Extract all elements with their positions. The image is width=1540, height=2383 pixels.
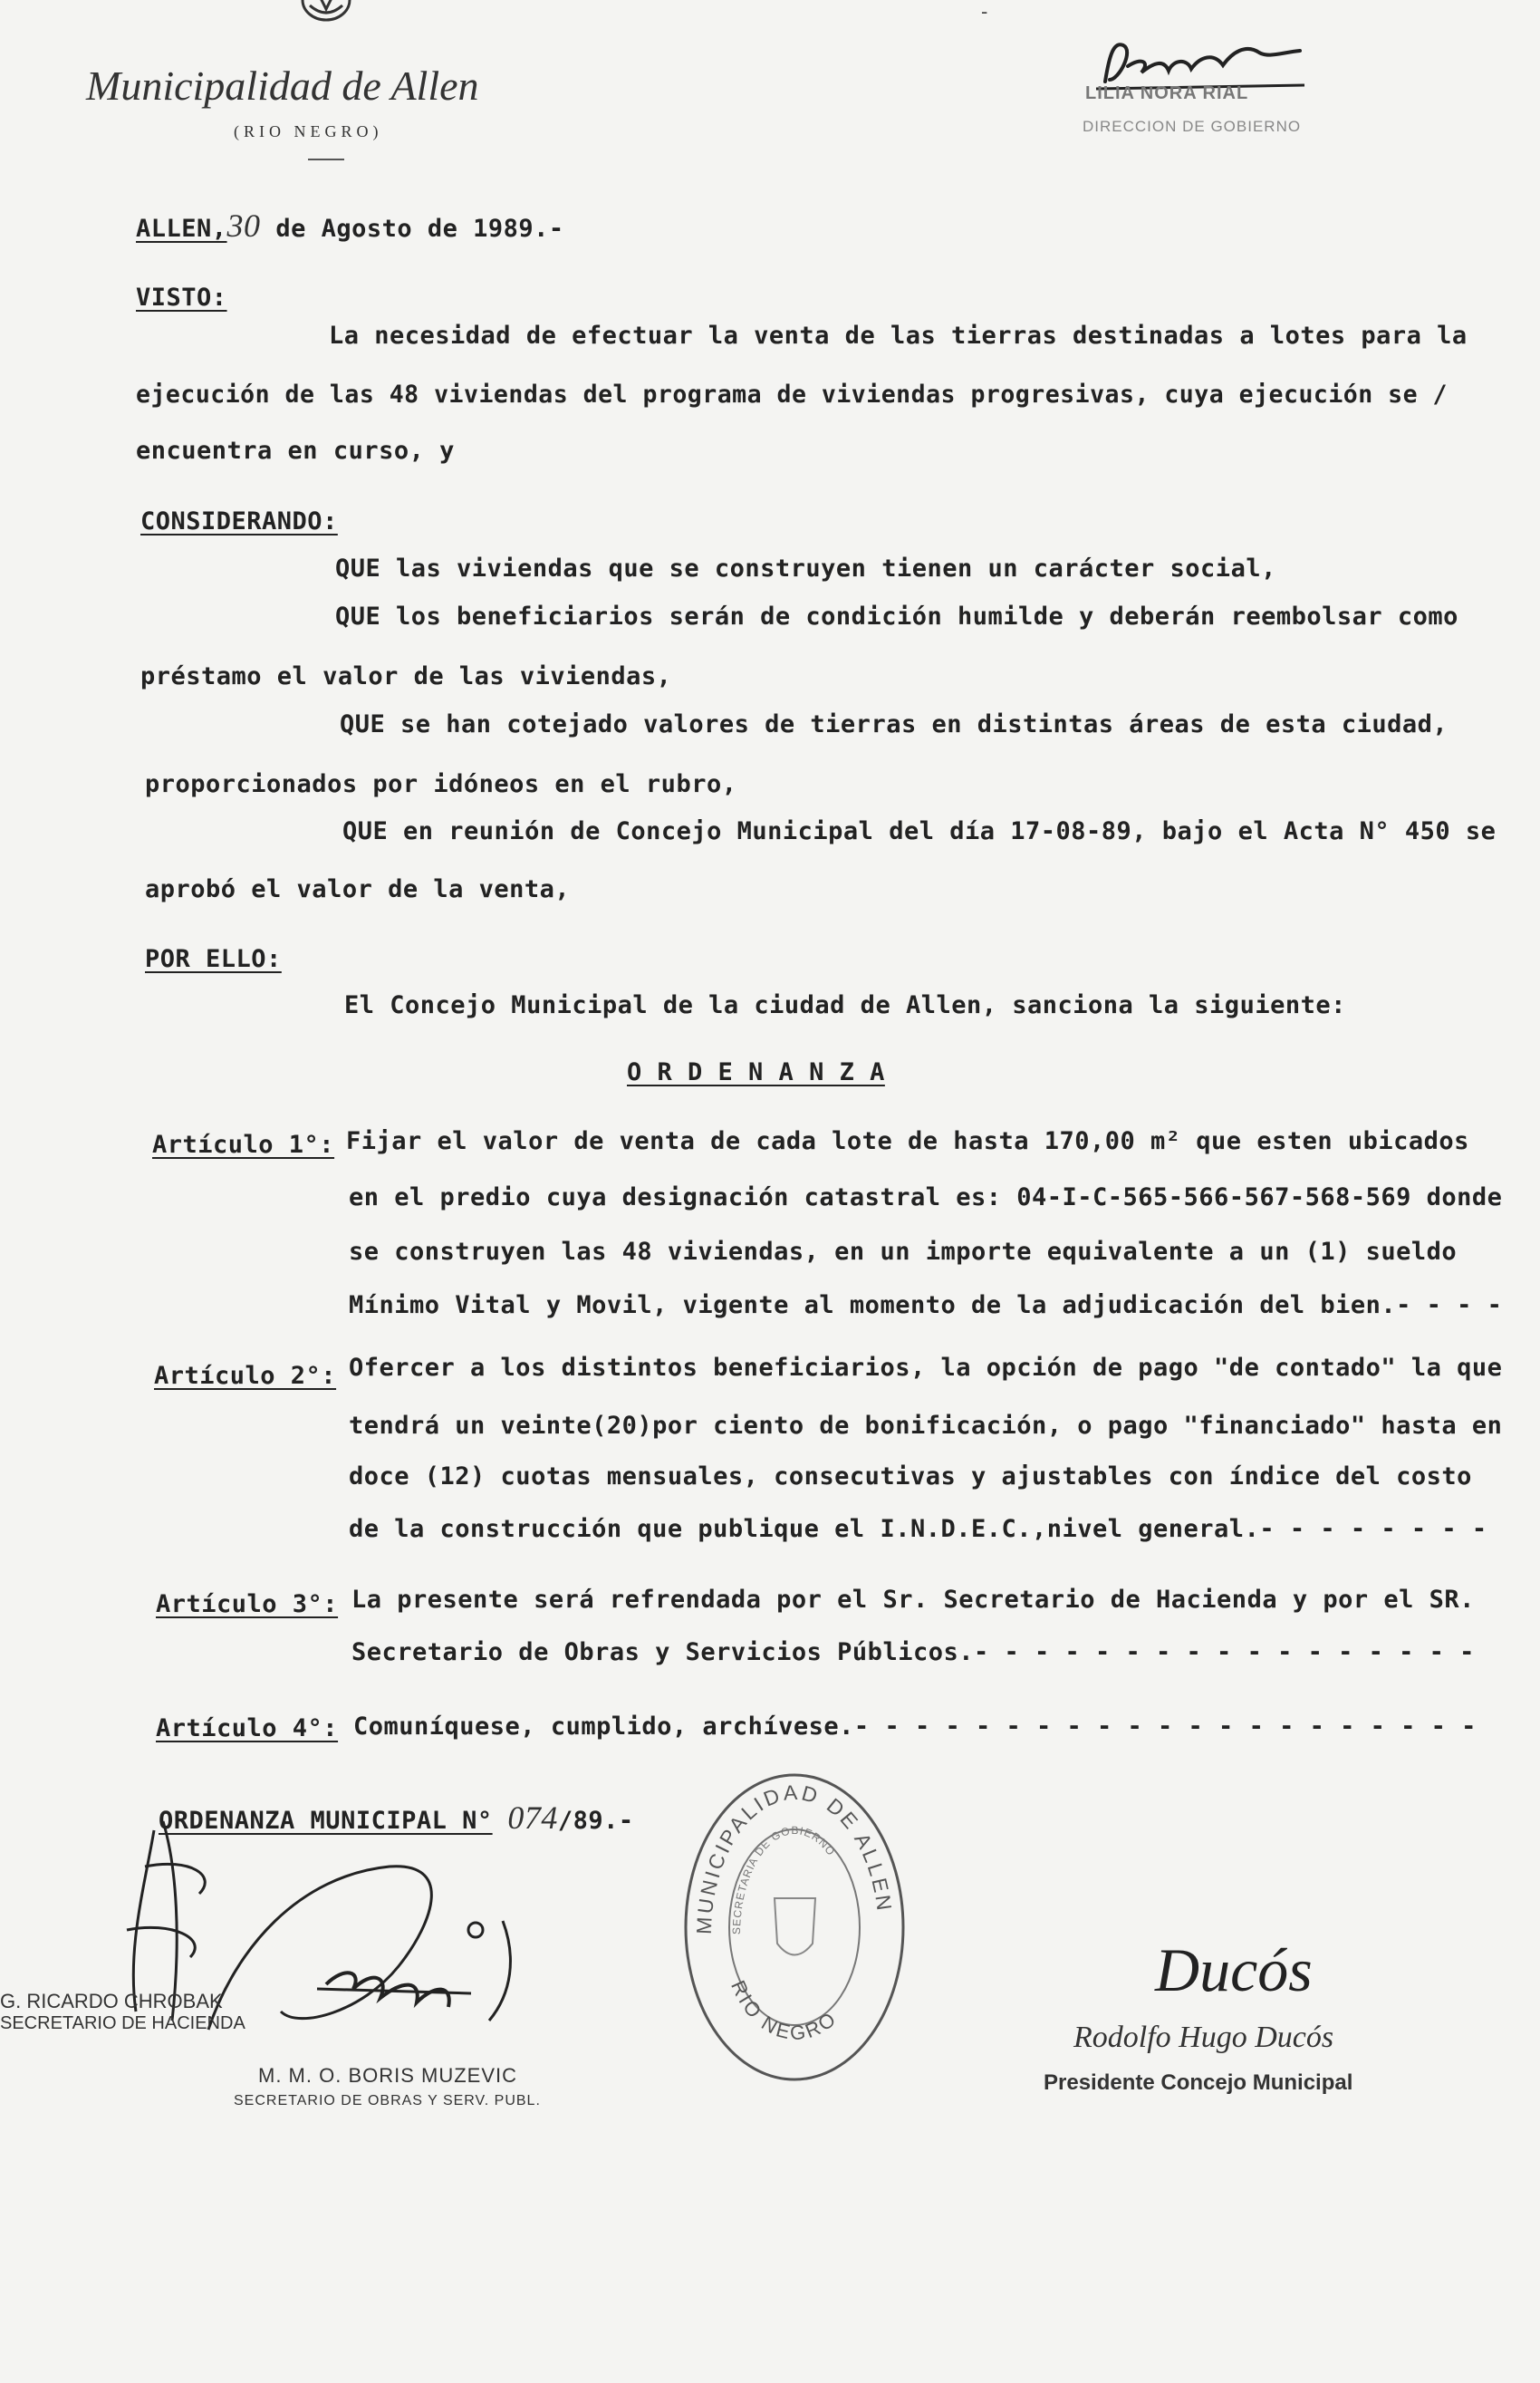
ordinance-number-suffix: /89.- (557, 1807, 634, 1835)
article-4-line-1: Comuníquese, cumplido, archívese.- - - - - - - - - - - - - - - - - - - - - (353, 1712, 1477, 1741)
date-place: ALLEN, (136, 215, 227, 243)
visto-line-1: La necesidad de efectuar la venta de las tierras destinadas a lotes para la (329, 322, 1468, 350)
visto-line-3: encuentra en curso, y (136, 437, 455, 465)
president-signatory-name: Rodolfo Hugo Ducós (1073, 2021, 1334, 2054)
article-2-line-4: de la construcción que publique el I.N.D.E.C.,nivel general.- - - - - - - - (349, 1515, 1487, 1543)
considerando-line-2: QUE los beneficiarios serán de condición humilde y deberán reembolsar como (335, 603, 1458, 631)
article-4-label: Artículo 4°: (156, 1714, 339, 1742)
article-2-label: Artículo 2°: (154, 1362, 337, 1390)
hacienda-signatory-title: SECRETARIO DE HACIENDA (0, 2013, 245, 2033)
seal-inner-text: SECRETARIA DE GOBIERNO (729, 1824, 838, 1935)
received-stamp-office: DIRECCION DE GOBIERNO (1083, 118, 1302, 135)
article-2-line-1: Ofercer a los distintos beneficiarios, la opción de pago "de contado" la que (349, 1354, 1503, 1382)
por-ello-line: El Concejo Municipal de la ciudad de Allen, sanciona la siguiente: (344, 991, 1346, 1019)
svg-text:MUNICIPALIDAD DE ALLEN (692, 1780, 897, 1935)
article-3-line-1: La presente será refrendada por el Sr. Secretario de Hacienda y por el SR. (351, 1586, 1475, 1614)
seal-outer-text: MUNICIPALIDAD DE ALLEN (691, 1780, 897, 1935)
ordinance-number-handwritten: 074 (507, 1799, 558, 1836)
obras-signatory-name: M. M. O. BORIS MUZEVIC (258, 2064, 518, 2087)
article-2-line-2: tendrá un veinte(20)por ciento de bonificación, o pago "financiado" hasta en (349, 1412, 1503, 1440)
article-1-line-4: Mínimo Vital y Movil, vigente al momento de la adjudicación del bien.- - - - (349, 1291, 1503, 1319)
obras-signatory-title: SECRETARIO DE OBRAS Y SERV. PUBL. (234, 2093, 541, 2108)
considerando-heading: CONSIDERANDO: (140, 507, 338, 535)
article-1-label: Artículo 1°: (152, 1131, 335, 1159)
article-1-line-1: Fijar el valor de venta de cada lote de hasta 170,00 m² que esten ubicados (346, 1127, 1469, 1155)
ordenanza-title: O R D E N A N Z A (627, 1058, 885, 1086)
visto-line-2: ejecución de las 48 viviendas del programa de viviendas progresivas, cuya ejecución se / (136, 381, 1448, 409)
article-3-label: Artículo 3°: (156, 1590, 339, 1618)
article-1-line-2: en el predio cuya designación catastral es: 04-I-C-565-566-567-568-569 donde (349, 1183, 1503, 1211)
considerando-line-7: aprobó el valor de la venta, (145, 875, 571, 903)
date-line (136, 207, 564, 245)
president-signatory-title: Presidente Concejo Municipal (1044, 2070, 1353, 2095)
municipal-seal-stamp (675, 1762, 915, 2093)
considerando-line-5: proporcionados por idóneos en el rubro, (145, 770, 737, 798)
ordinance-number-prefix: ORDENANZA MUNICIPAL N° (159, 1807, 493, 1835)
considerando-line-1: QUE las viviendas que se construyen tienen un carácter social, (335, 555, 1276, 583)
svg-text:RIO NEGRO (727, 1977, 842, 2044)
por-ello-heading: POR ELLO: (145, 945, 282, 973)
letterhead-subtitle: (RIO NEGRO) (234, 122, 383, 140)
considerando-line-3: préstamo el valor de las viviendas, (140, 662, 672, 690)
hacienda-signatory-name: G. RICARDO CHROBAK (0, 1990, 223, 2012)
date-rest: de Agosto de 1989.- (275, 215, 564, 243)
municipal-crest-icon (290, 0, 362, 27)
received-stamp-name: LILIA NORA RIAL (1085, 83, 1249, 103)
hacienda-signature-image (91, 1812, 562, 2075)
considerando-line-6: QUE en reunión de Concejo Municipal del día 17-08-89, bajo el Acta N° 450 se (342, 817, 1497, 845)
visto-heading: VISTO: (136, 284, 227, 312)
seal-bottom-text: RIO NEGRO (727, 1976, 842, 2045)
article-1-line-3: se construyen las 48 viviendas, en un importe equivalente a un (1) sueldo (349, 1238, 1458, 1266)
president-signature-image: Ducós (1155, 1935, 1313, 2004)
article-2-line-3: doce (12) cuotas mensuales, consecutivas y ajustables con índice del costo (349, 1462, 1472, 1491)
svg-text:SECRETARIA DE GOBIERNO (730, 1824, 838, 1934)
top-margin-mark: - (981, 0, 988, 23)
date-day-handwritten: 30 (226, 207, 261, 244)
article-3-line-2: Secretario de Obras y Servicios Públicos.- - - - - - - - - - - - - - - - - (351, 1638, 1475, 1666)
letterhead-title: Municipalidad de Allen (86, 63, 479, 109)
letterhead-divider (308, 159, 344, 160)
considerando-line-4: QUE se han cotejado valores de tierras en distintas áreas de esta ciudad, (340, 710, 1449, 738)
